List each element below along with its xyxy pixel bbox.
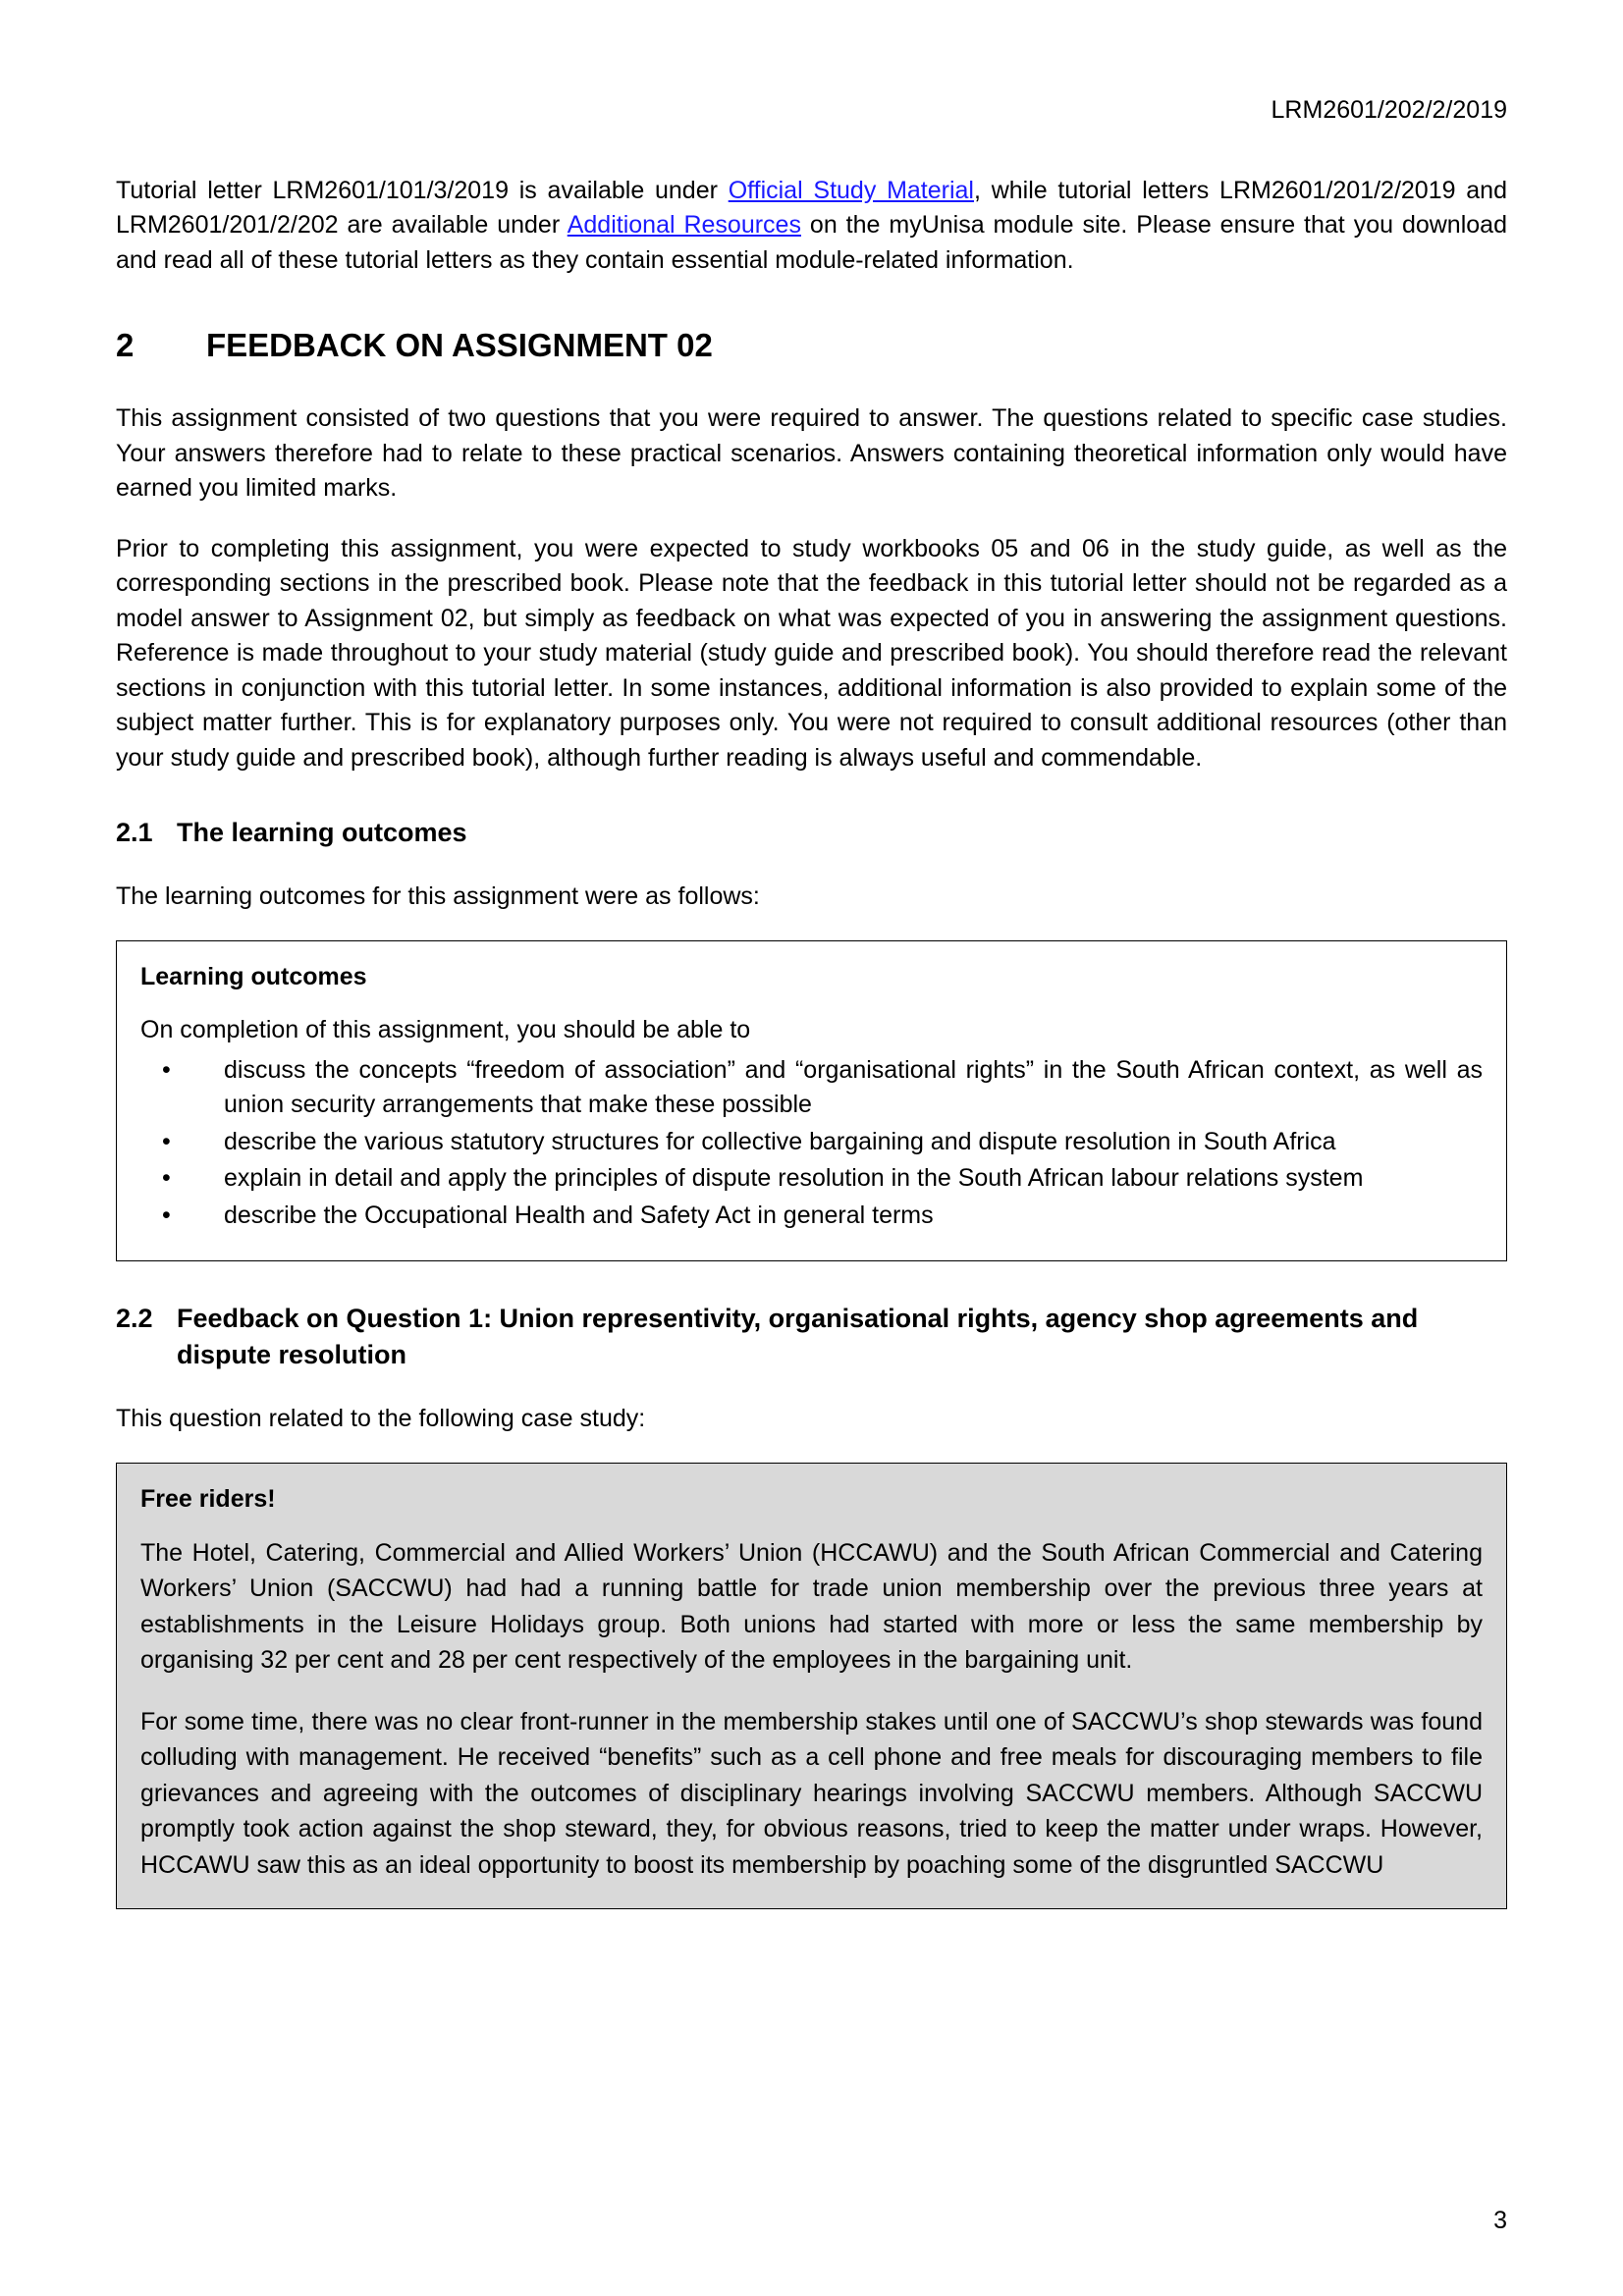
- case-study-paragraph-2: For some time, there was no clear front-runner in the membership stakes until one of SACCWU’s shop stewards was found colluding with management. He received “benefits” such as a cell phone and free meals for discouraging members to file grievances and agreeing with the outcomes of disciplinary hearings involving SACCWU members. Although SACCWU promptly took action against the shop steward, they, for obvious reasons, tried to keep the matter under wraps. However, HCCAWU saw this as an ideal opportunity to boost its membership by poaching some of the disgruntled SACCWU: [140, 1707, 1483, 1879]
- case-study-paragraph-1: The Hotel, Catering, Commercial and Allied Workers’ Union (HCCAWU) and the South African Commercial and Catering Workers’ Union (SACCWU) had had a running battle for trade union membership over the previous three years at establishments in the Leisure Holidays group. Both unions had started with more or less the same membership by organising 32 per cent and 28 per cent respectively of the employees in the bargaining unit.: [140, 1538, 1483, 1675]
- section-title-2-2: Feedback on Question 1: Union representivity, organisational rights, agency shop agreements and dispute resolution: [177, 1304, 1419, 1369]
- intro-text-part3: on the myUnisa module site. Please ensure that you download and read all of these tutorial letters as they contain essential module-related information.: [116, 211, 1507, 274]
- list-item: • describe the various statutory structures for collective bargaining and dispute resolution in South Africa: [140, 1125, 1483, 1160]
- section-number-2-2: 2.2: [116, 1304, 153, 1334]
- list-item: • discuss the concepts “freedom of association” and “organisational rights” in the South African context, as well as union security arrangements that make these possible: [140, 1053, 1483, 1123]
- section2-2-lead: This question related to the following case study:: [116, 1405, 646, 1433]
- case-study-title: Free riders!: [140, 1484, 276, 1513]
- section-number-2-1: 2.1: [116, 818, 153, 847]
- section-number-2: 2: [116, 327, 135, 363]
- case-study-box: [116, 1463, 1507, 1910]
- section2-paragraph-1: This assignment consisted of two questions that you were required to answer. The questions related to specific case studies. Your answers therefore had to relate to these practical scenarios. Answers containing theoretical information only would have earned you limited marks.: [116, 404, 1507, 502]
- section-heading-2: [116, 327, 1507, 364]
- section-heading-2-2: [116, 1301, 1507, 1372]
- learning-outcomes-box: [116, 940, 1507, 1262]
- intro-paragraph: [116, 174, 1507, 279]
- page-number: 3: [1493, 2207, 1507, 2234]
- document-header-code: LRM2601/202/2/2019: [1271, 96, 1507, 124]
- learning-outcomes-list: [140, 1053, 1483, 1234]
- section-title-2-1: The learning outcomes: [177, 818, 467, 847]
- section2-1-lead: The learning outcomes for this assignment were as follows:: [116, 882, 760, 911]
- learning-outcomes-box-intro: On completion of this assignment, you should be able to: [140, 1015, 751, 1043]
- section-heading-2-1: [116, 815, 1507, 850]
- list-item: • explain in detail and apply the principles of dispute resolution in the South African labour relations system: [140, 1161, 1483, 1197]
- section-title-2: FEEDBACK ON ASSIGNMENT 02: [206, 327, 713, 363]
- section2-paragraph-2: Prior to completing this assignment, you were expected to study workbooks 05 and 06 in the study guide, as well as the corresponding sections in the prescribed book. Please note that the feedback in this tutorial letter should not be regarded as a model answer to Assignment 02, but simply as feedback on what was expected of you in answering the assignment questions. Reference is made throughout to your study material (study guide and prescribed book). You should therefore read the relevant sections in conjunction with this tutorial letter. In some instances, additional information is also provided to explain some of the subject matter further. This is for explanatory purposes only. You were not required to consult additional resources (other than your study guide and prescribed book), although further reading is always useful and commendable.: [116, 534, 1507, 772]
- additional-resources-link[interactable]: Additional Resources: [567, 211, 801, 239]
- official-study-material-link[interactable]: Official Study Material: [728, 176, 974, 204]
- intro-text-part2: , while tutorial letters LRM2601/201/2/2019 and LRM2601/201/2/202 are available under: [116, 176, 1507, 239]
- list-item: • describe the Occupational Health and Safety Act in general terms: [140, 1199, 1483, 1234]
- learning-outcomes-box-title: Learning outcomes: [140, 962, 367, 990]
- intro-text-part1: Tutorial letter LRM2601/101/3/2019 is available under: [116, 176, 729, 204]
